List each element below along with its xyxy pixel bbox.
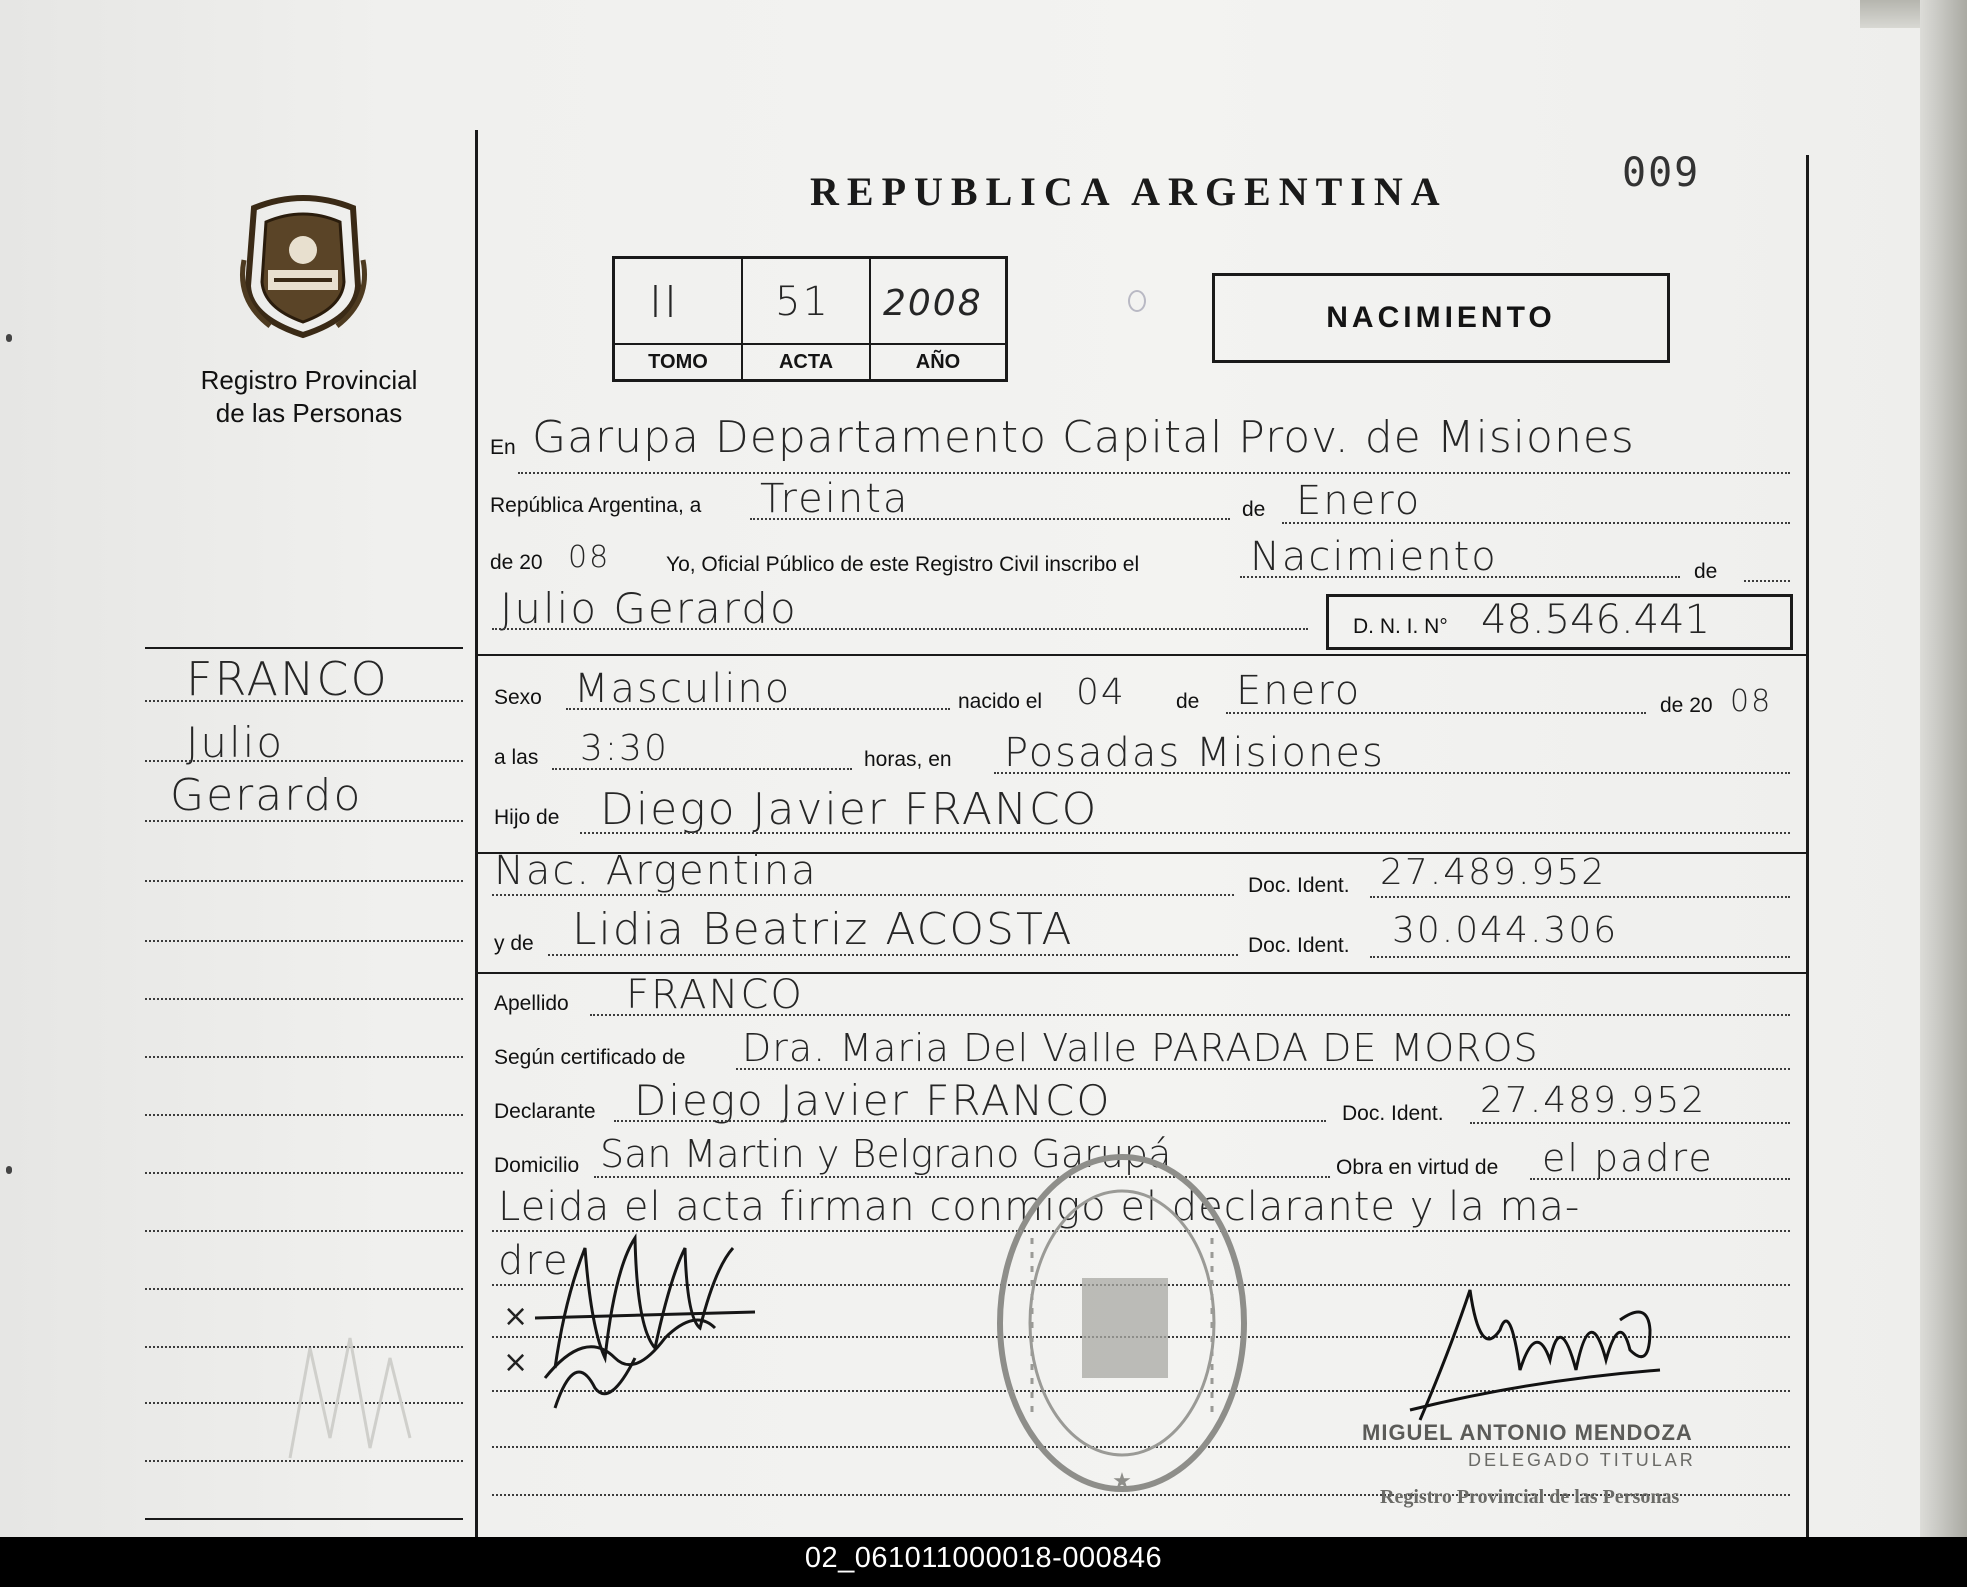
margin-line [145,700,463,702]
closing-line-2: dre. [498,1238,585,1284]
registry-name [150,364,468,430]
declarant-doc-value: 27.489.952 [1480,1080,1707,1121]
registry-stamp-icon [992,1148,1252,1498]
acta-label: ACTA [743,343,871,379]
official-signature-icon [1410,1270,1670,1440]
y-de-label: y de [494,932,534,955]
sexo-label: Sexo [494,686,542,709]
margin-second-name: Gerardo [170,770,363,821]
tomo-label: TOMO [615,343,743,379]
father-name-line [580,832,1790,834]
acta-cell [743,259,871,343]
anio-label: AÑO [871,343,1005,379]
birth-place-line [994,772,1790,774]
sexo-value: Masculino [574,666,792,712]
domicilio-label: Domicilio [494,1154,580,1177]
official-office: Registro Provincial de las Personas [1380,1486,1680,1508]
birth-month-value: Enero [1236,668,1362,714]
svg-text:×: × [503,1345,529,1380]
father-doc-line [1370,896,1790,898]
tomo-value: II [649,277,679,328]
acta-value: 51 [775,279,830,325]
father-name-value: Diego Javier FRANCO [600,784,1099,835]
margin-surname: FRANCO [186,652,389,706]
sexo-line [566,708,950,710]
reference-box [612,256,1008,382]
faint-margin-mark [270,1318,450,1468]
anio-value: 2008 [883,283,983,324]
surname-value: FRANCO [626,972,804,1018]
margin-top-rule [145,647,463,649]
dni-value: 48.546.441 [1481,597,1711,643]
page-title: REPUBLICA ARGENTINA [810,169,1448,214]
mother-name-value: Lidia Beatriz ACOSTA [572,904,1074,955]
en-label: En [490,436,516,459]
margin-line [145,880,463,882]
birth-place-value: Posadas Misiones [1004,730,1385,776]
year-prefix-label: de 20 [490,551,543,574]
margin-bottom-rule [145,1518,463,1520]
de-label-2: de [1694,560,1718,583]
dni-label: D. N. I. N° [1353,615,1448,638]
a-las-label: a las [494,746,539,769]
margin-line [145,1114,463,1116]
horas-label: horas, en [864,748,952,771]
margin-line [145,1172,463,1174]
binding-hole [6,334,12,342]
section-rule-1 [478,654,1806,656]
file-code: 02_061011000018-000846 [804,1542,1163,1574]
inscribo-line [1240,576,1680,578]
provincial-seal-icon [236,190,371,338]
birth-time-value: 3:30 [580,728,669,769]
de-label-3: de [1176,690,1200,713]
obra-label: Obra en virtud de [1336,1156,1499,1179]
margin-line [145,1056,463,1058]
margin-line [145,1230,463,1232]
hijo-label: Hijo de [494,806,560,829]
margin-line [145,760,463,762]
margin-first-name: Julio [186,718,285,767]
mother-doc-value: 30.044.306 [1392,910,1619,951]
child-name-value: Julio Gerardo [500,584,798,633]
certificate-by-value: Dra. Maria Del Valle PARADA DE MOROS [742,1026,1539,1070]
apellido-label: Apellido [494,992,569,1015]
month-line [1282,522,1790,524]
declarante-label: Declarante [494,1100,596,1123]
registry-name-line1: Registro Provincial [200,365,418,395]
inscribo-value: Nacimiento [1250,534,1498,580]
year-suffix-value: 08 [568,540,611,575]
month-registered-value: Enero [1296,478,1422,524]
doc-ident-label-2: Doc. Ident. [1248,934,1350,957]
official-name: MIGUEL ANTONIO MENDOZA [1362,1420,1693,1445]
page-edge [1920,0,1967,1537]
declarant-signature-icon [495,1208,775,1428]
de-label-1: de [1242,498,1266,521]
anio-cell [871,259,1005,343]
doc-ident-label-3: Doc. Ident. [1342,1102,1444,1125]
father-nationality-value: Nac. Argentina [494,848,818,894]
de-line-2 [1744,580,1790,582]
nacido-label: nacido el [958,690,1043,713]
declarant-name-value: Diego Javier FRANCO [634,1076,1112,1125]
official-role: DELEGADO TITULAR [1468,1450,1696,1470]
obra-line [1530,1178,1790,1180]
father-doc-value: 27.489.952 [1380,852,1607,893]
binding-hole [6,1166,12,1174]
certificate-line [736,1068,1790,1070]
birth-year-suffix: 08 [1730,684,1773,719]
serial-number: 009 [1622,150,1701,196]
segun-label: Según certificado de [494,1046,686,1069]
closing-line-1: Leida el acta firman conmigo el declarante y la ma- [498,1184,1581,1230]
ink-mark [1128,290,1146,312]
registry-name-line2: de las Personas [215,398,403,428]
margin-line [145,998,463,1000]
declarant-name-line [614,1120,1326,1122]
record-type-box: NACIMIENTO [1212,273,1670,363]
svg-text:★: ★ [1112,1469,1132,1494]
margin-line [145,1288,463,1290]
obra-value: el padre [1542,1136,1714,1180]
domicile-value: San Martin y Belgrano Garupá [600,1132,1172,1176]
inscribo-label: Yo, Oficial Público de este Registro Civil inscribo el [666,553,1140,576]
place-line [518,472,1790,474]
declarant-doc-line [1470,1122,1790,1124]
birth-day-value: 04 [1076,672,1126,713]
surname-line [590,1014,1790,1016]
left-frame-line [475,130,478,1537]
dni-box [1326,594,1793,650]
nationality-line [492,894,1234,896]
republica-label: República Argentina, a [490,494,702,517]
place-value: Garupa Departamento Capital Prov. de Misiones [532,412,1635,463]
birth-time-line [552,768,852,770]
day-words-value: Treinta [760,476,910,522]
tomo-cell [615,259,743,343]
child-name-line [492,628,1308,630]
margin-line [145,820,463,822]
birth-year-prefix: de 20 [1660,694,1713,717]
day-line [750,518,1230,520]
margin-line [145,940,463,942]
svg-text:×: × [503,1299,529,1334]
right-frame-line [1806,155,1809,1537]
mother-doc-line [1370,956,1790,958]
mother-name-line [548,954,1238,956]
doc-ident-label-1: Doc. Ident. [1248,874,1350,897]
birth-month-line [1226,712,1646,714]
